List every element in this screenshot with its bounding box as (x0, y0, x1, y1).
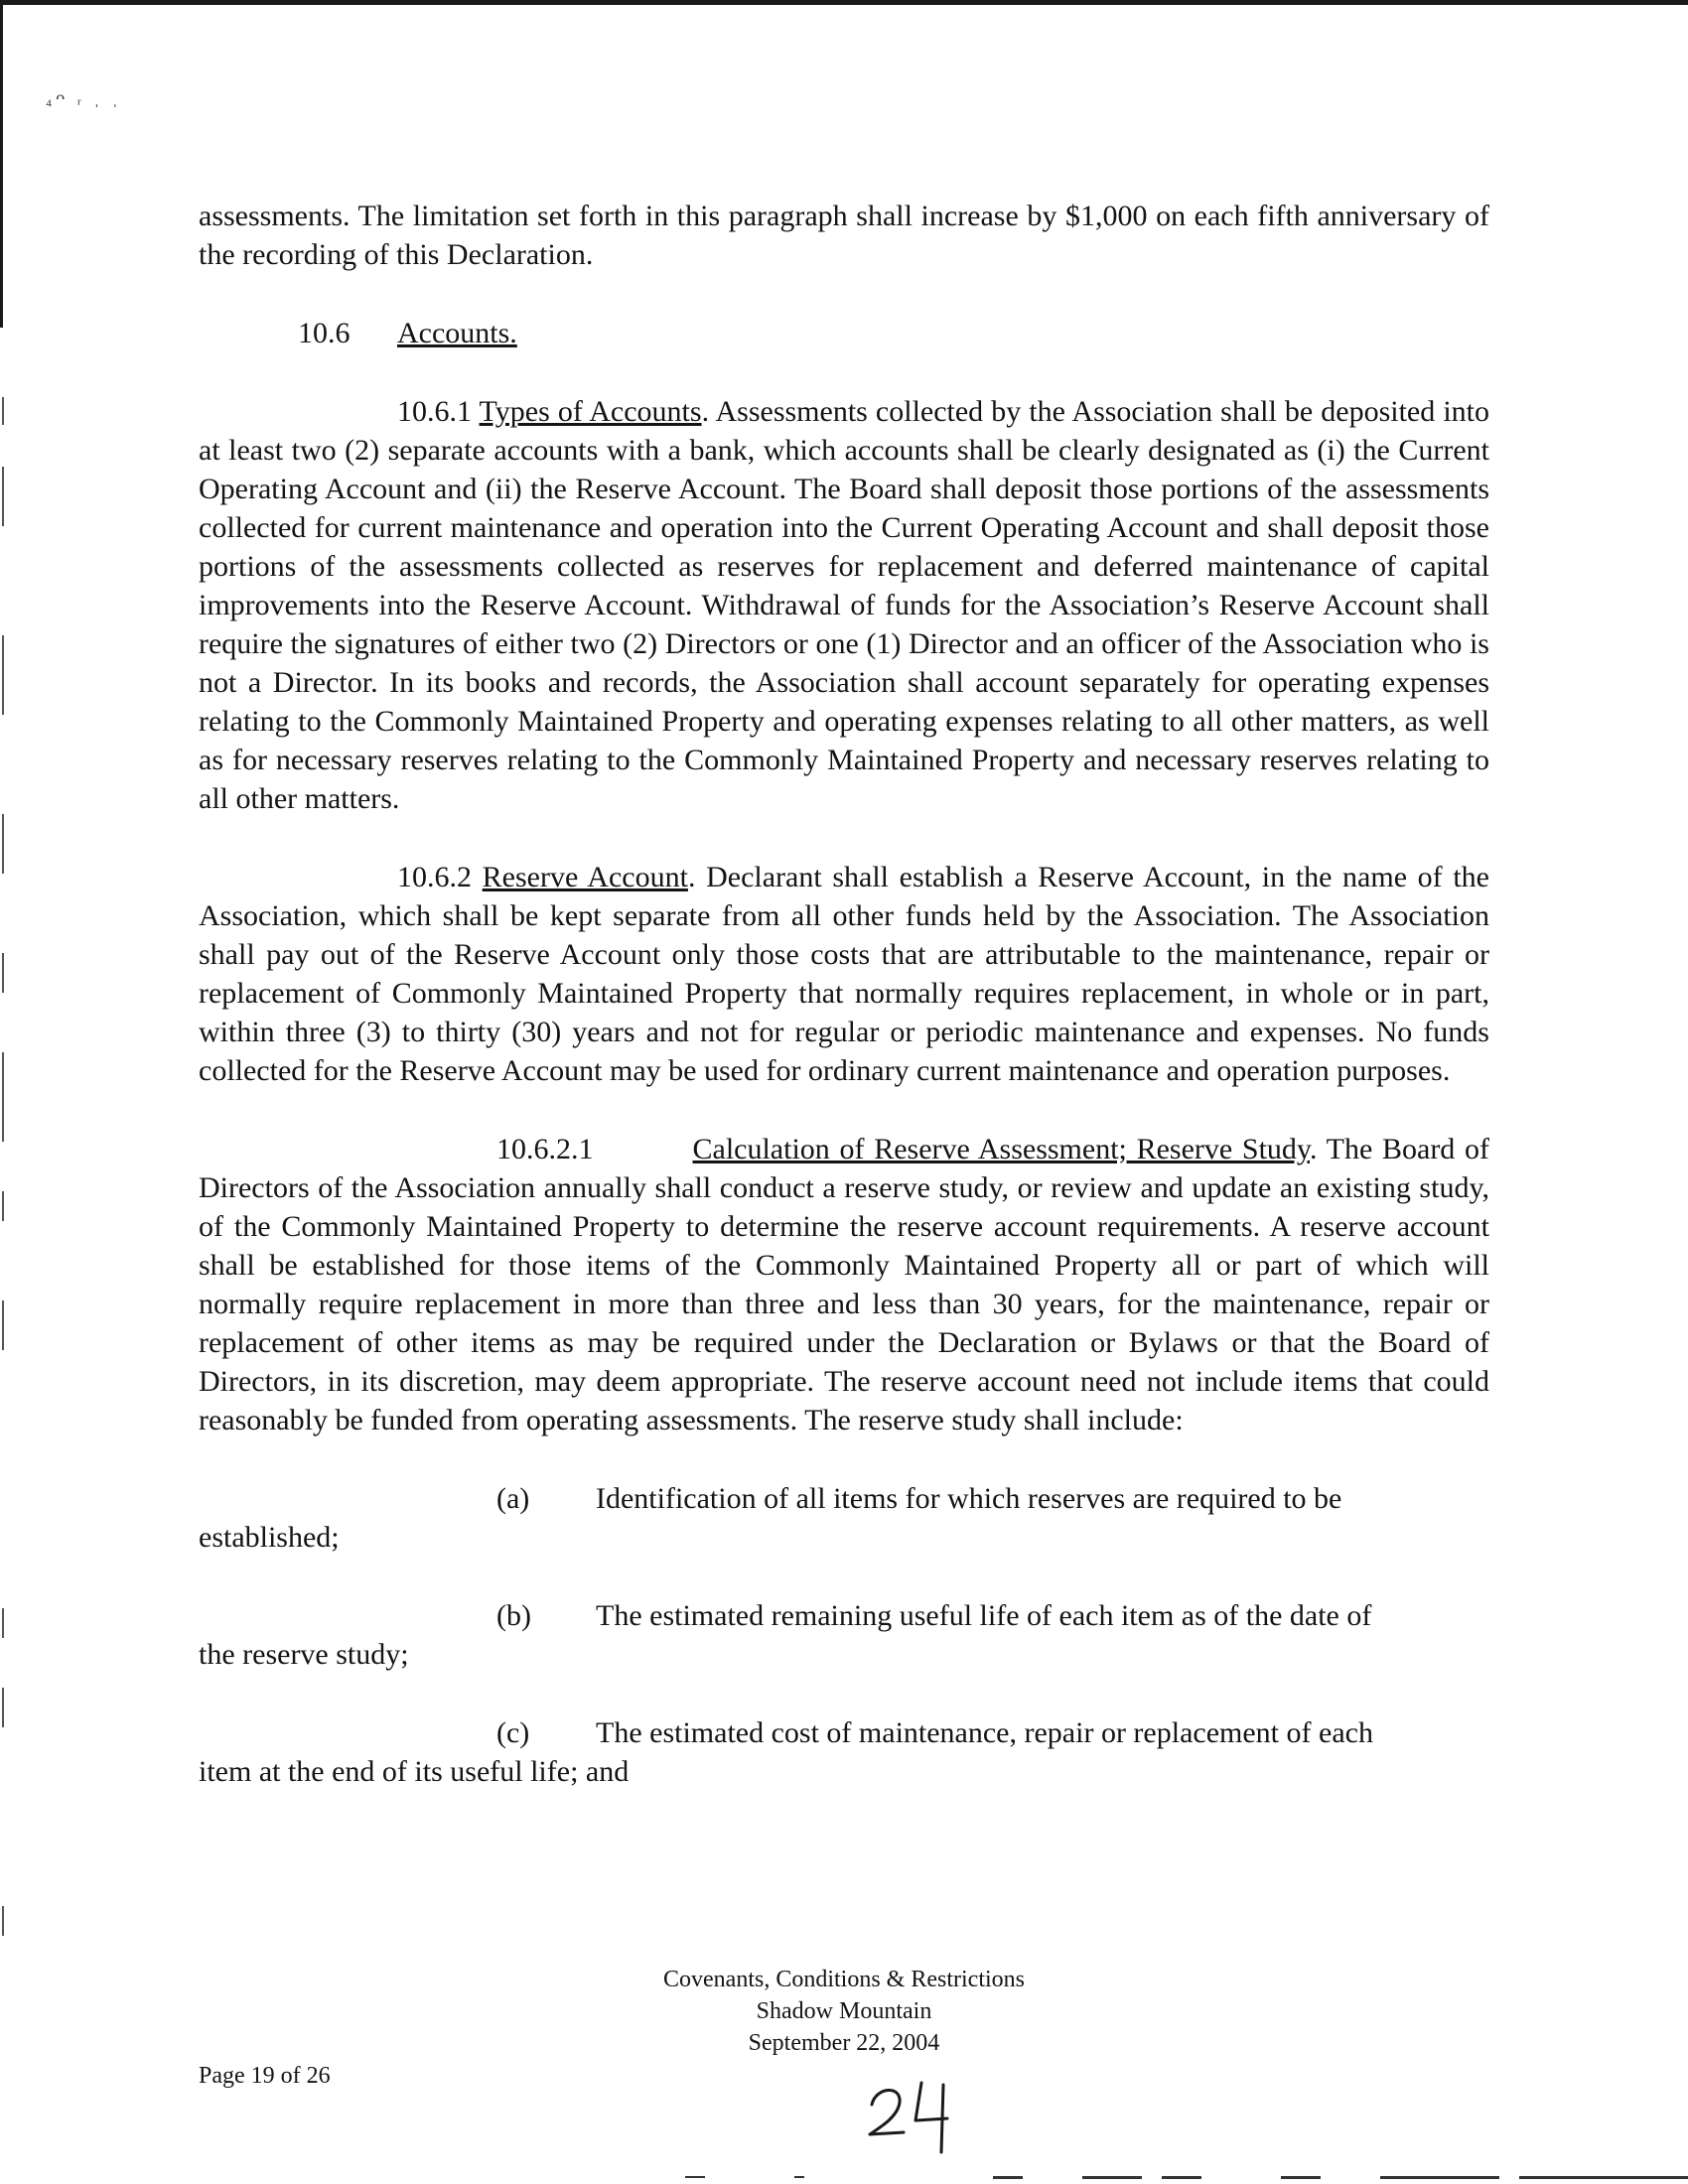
paragraph-text: . Assessments collected by the Association shall be deposited into at least two (2) separate accounts with a bank, which accounts shall be clearly designated as (i) the Current Operating Account and (ii) the Reserve Account. The Board shall deposit those portions of the assessments collected for current maintenance and operation into the Current Operating Account and shall deposit those portions of the assessments collected as reserves for replacement and deferred maintenance of capital improvements into the Reserve Account. Withdrawal of funds for the Association’s Reserve Account shall require the signatures of either two (2) Directors or one (1) Director and an officer of the Association who is not a Director. In its books and records, the Association shall account separately for operating expenses relating to the Commonly Maintained Property and operating expenses relating to all other matters, as well as for necessary reserves relating to the Commonly Maintained Property and necessary reserves relating to all other matters. (199, 395, 1489, 815)
scan-margin-mark (2, 953, 4, 993)
scan-margin-mark (2, 467, 4, 526)
list-item-label: (b) (496, 1599, 531, 1632)
paragraph-10-6-1 (199, 392, 1489, 818)
paragraph-number: 10.6.2.1 (496, 1133, 594, 1165)
footer-date: September 22, 2004 (748, 2030, 940, 2056)
scan-margin-mark (2, 1052, 4, 1142)
footer-project-name: Shadow Mountain (756, 1998, 932, 2024)
list-item-continuation: established; (199, 1521, 340, 1554)
scan-top-border (0, 0, 1688, 5)
paragraph-number: 10.6.2 (397, 861, 472, 893)
document-footer (546, 1964, 1142, 2059)
list-item (199, 1479, 1489, 1557)
paragraph-title: Types of Accounts (479, 395, 702, 428)
handwritten-page-number (864, 2075, 973, 2154)
footer-document-title: Covenants, Conditions & Restrictions (663, 1967, 1025, 1992)
paragraph-title: Calculation of Reserve Assessment; Reserve Study (692, 1133, 1310, 1165)
list-item-label: (c) (496, 1716, 530, 1749)
scan-left-border (0, 0, 3, 328)
scan-margin-mark (2, 397, 4, 425)
scan-margin-mark (2, 1300, 4, 1350)
scan-margin-mark (2, 1688, 4, 1727)
list-item-text: The estimated remaining useful life of each item as of the date of (596, 1599, 1372, 1632)
list-item (199, 1596, 1489, 1674)
paragraph-10-6-2-1 (199, 1130, 1489, 1439)
paragraph-title: Reserve Account (482, 861, 688, 893)
section-number: 10.6 (298, 317, 351, 349)
paragraph-text: . Declarant shall establish a Reserve Account, in the name of the Association, which shall be kept separate from all other funds held by the Association. The Association shall pay out of the Reserve Account only those costs that are attributable to the maintenance, repair or replacement of Commonly Maintained Property that normally requires replacement, in whole or in part, within three (3) to thirty (30) years and not for regular or periodic maintenance and expenses. No funds collected for the Reserve Account may be used for ordinary current maintenance and operation purposes. (199, 861, 1489, 1087)
paragraph-10-6-2 (199, 858, 1489, 1090)
section-heading (298, 314, 1489, 352)
section-title: Accounts. (397, 317, 517, 349)
scan-margin-mark (2, 1906, 4, 1936)
paragraph-number: 10.6.1 (397, 395, 472, 428)
page-number: Page 19 of 26 (199, 2063, 331, 2089)
list-item-continuation: item at the end of its useful life; and (199, 1755, 630, 1788)
document-body (199, 197, 1489, 1791)
scan-margin-mark (2, 814, 4, 874)
scan-bottom-marks (685, 2174, 1688, 2180)
scan-margin-mark (2, 635, 4, 715)
list-item-text: The estimated cost of maintenance, repair or replacement of each (596, 1716, 1373, 1749)
list-item-continuation: the reserve study; (199, 1638, 409, 1671)
paragraph-text: . The Board of Directors of the Association annually shall conduct a reserve study, or review and update an existing study, of the Commonly Maintained Property to determine the reserve account requirements. A reserve account shall be established for those items of the Commonly Maintained Property all or part of which will normally require replacement in more than three and less than 30 years, for the maintenance, repair or replacement of other items as may be required under the Declaration or Bylaws or that the Board of Directors, in its discretion, may deem appropriate. The reserve account need not include items that could reasonably be funded from operating assessments. The reserve study shall include: (199, 1133, 1490, 1436)
scan-artifact-mark: ₄ᴖ ᵣ ˌ ˌ (46, 87, 122, 107)
list-item-label: (a) (496, 1482, 530, 1515)
scan-margin-mark (2, 1608, 4, 1638)
continuation-paragraph: assessments. The limitation set forth in this paragraph shall increase by $1,000 on each fifth anniversary of the recording of this Declaration. (199, 200, 1489, 271)
list-item-text: Identification of all items for which reserves are required to be (596, 1482, 1342, 1515)
list-item (199, 1713, 1489, 1791)
scan-margin-mark (2, 1191, 4, 1221)
